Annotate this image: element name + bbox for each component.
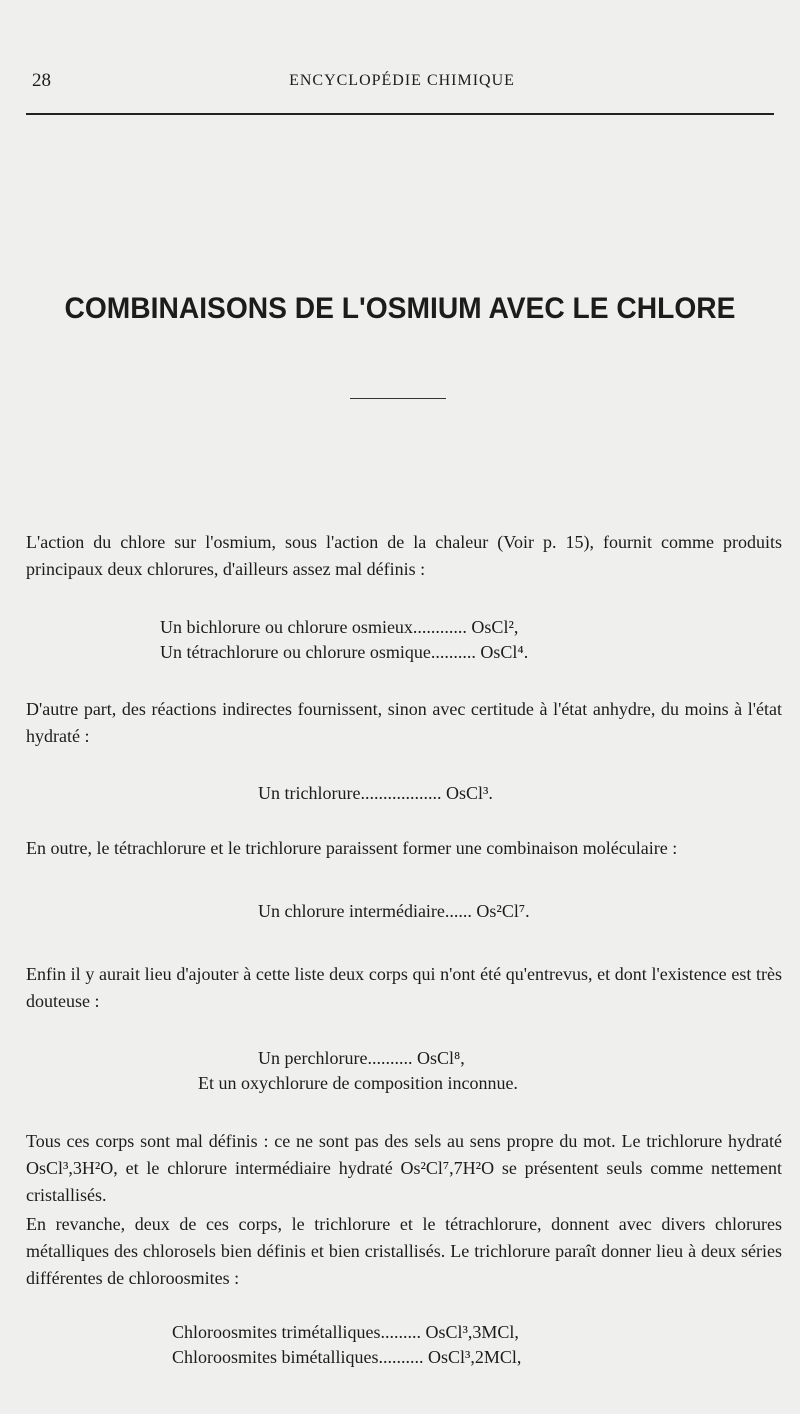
header-rule [26, 113, 774, 115]
title-divider [350, 398, 446, 399]
paragraph-mal-definis: Tous ces corps sont mal définis : ce ne sont pas des sels au sens propre du mot. Le trichlorure hydraté OsCl³,3H²O, et le chlorure intermédiaire hydraté Os²Cl⁷,7H²O se présentent seuls comme nettement cristallisés. [26, 1131, 782, 1205]
chapter-title: COMBINAISONS DE L'OSMIUM AVEC LE CHLORE [64, 292, 736, 325]
entry-tetrachlorure: Un tétrachlorure ou chlorure osmique.......... OsCl⁴. [160, 642, 529, 662]
page-header [32, 70, 772, 100]
paragraph-combinaison: En outre, le tétrachlorure et le trichlorure paraissent former une combinaison moléculaire : [26, 838, 678, 858]
paragraph-intro: L'action du chlore sur l'osmium, sous l'action de la chaleur (Voir p. 15), fournit comme produits principaux deux chlorures, d'ailleurs assez mal définis : [26, 532, 782, 579]
entry-oxychlorure: Et un oxychlorure de composition inconnue. [198, 1073, 518, 1093]
running-title: ENCYCLOPÉDIE CHIMIQUE [289, 72, 515, 89]
paragraph-chlorosels: En revanche, deux de ces corps, le trichlorure et le tétrachlorure, donnent avec divers chlorures métalliques des chlorosels bien définis et bien cristallisés. Le trichlorure paraît donner lieu à deux séries différentes de chloroosmites : [26, 1214, 782, 1288]
entry-perchlorure: Un perchlorure.......... OsCl⁸, [258, 1048, 465, 1068]
entry-trichlorure: Un trichlorure.................. OsCl³. [258, 783, 493, 803]
entry-intermediaire: Un chlorure intermédiaire...... Os²Cl⁷. [258, 901, 530, 921]
paragraph-indirect: D'autre part, des réactions indirectes fournissent, sinon avec certitude à l'état anhydre, du moins à l'état hydraté : [26, 699, 782, 746]
entry-bichlorure: Un bichlorure ou chlorure osmieux............ OsCl², [160, 617, 519, 637]
page-number: 28 [32, 70, 51, 91]
paragraph-douteux: Enfin il y aurait lieu d'ajouter à cette liste deux corps qui n'ont été qu'entrevus, et dont l'existence est très douteuse : [26, 964, 782, 1011]
entry-bimetalliques: Chloroosmites bimétalliques.......... OsCl³,2MCl, [172, 1347, 522, 1367]
entry-trimetalliques: Chloroosmites trimétalliques......... OsCl³,3MCl, [172, 1322, 519, 1342]
